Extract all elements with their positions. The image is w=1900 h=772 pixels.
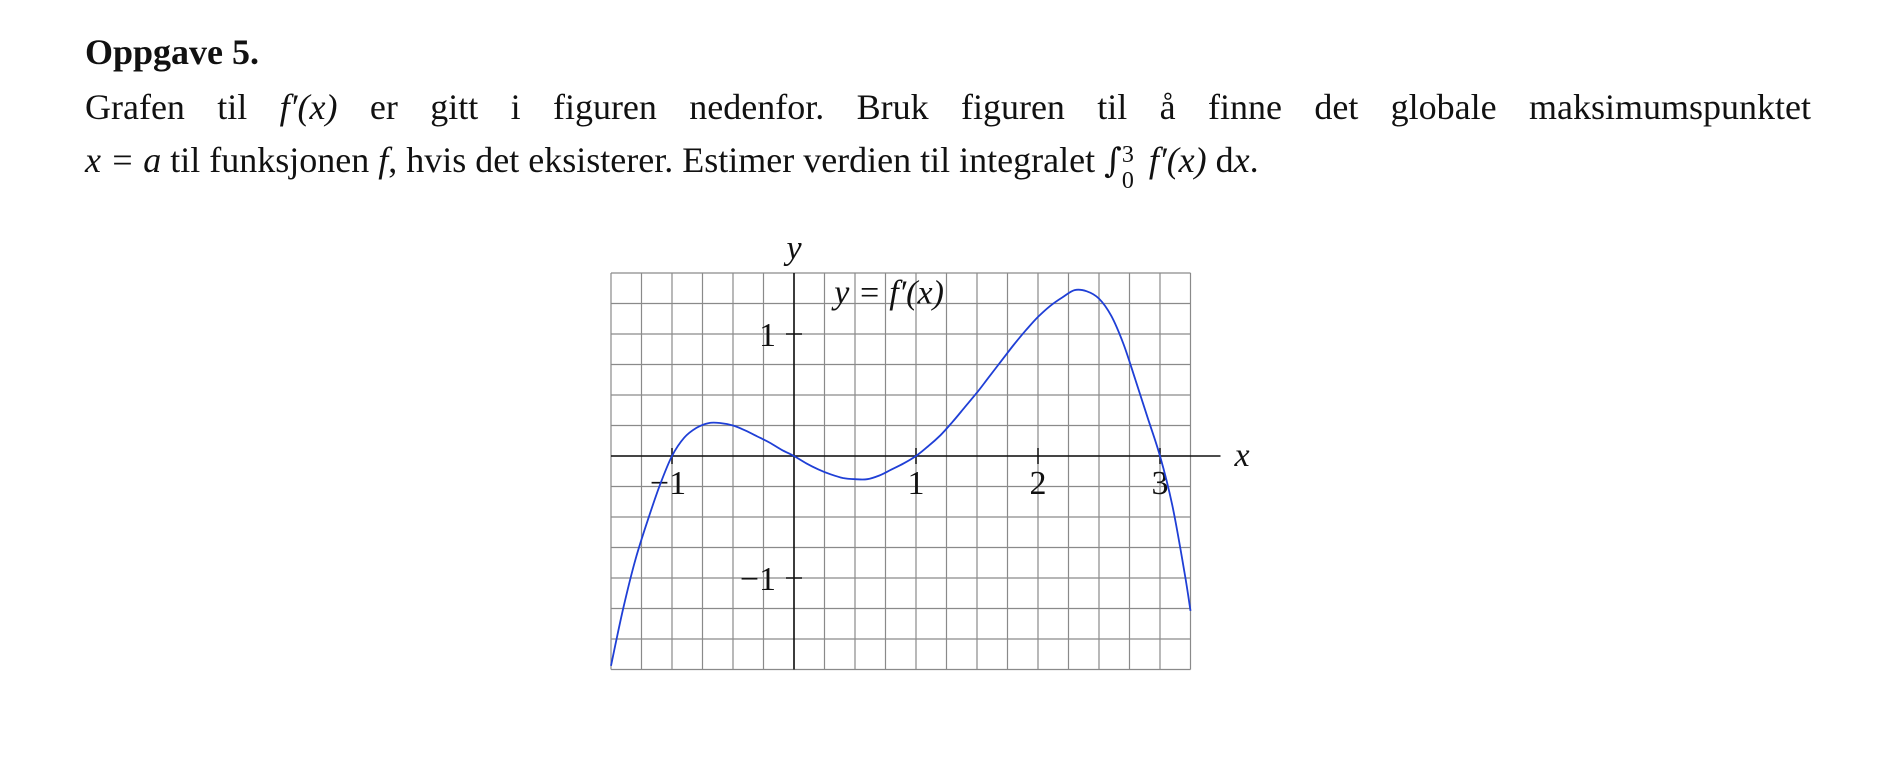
text-fragment: Grafen til bbox=[85, 87, 280, 127]
math-integrand: f′(x) bbox=[1148, 140, 1207, 180]
integral-upper-limit: 3 bbox=[1121, 142, 1134, 168]
text-fragment: til funksjonen bbox=[161, 140, 379, 180]
integral-sign: ∫ bbox=[1104, 141, 1122, 181]
x-axis-label: x bbox=[1234, 437, 1250, 474]
curve-layer bbox=[611, 290, 1191, 666]
math-fprime-x: f′(x) bbox=[279, 87, 338, 127]
labels bbox=[783, 230, 1249, 474]
grid bbox=[611, 273, 1191, 670]
math-dx-variable: x bbox=[1233, 140, 1250, 180]
y-axis-label: y bbox=[786, 230, 802, 267]
text-fragment: , hvis det eksisterer. Estimer verdien til integralet bbox=[388, 140, 1105, 180]
math-x-equals-a: x = a bbox=[85, 140, 162, 180]
text-fragment: . bbox=[1249, 140, 1259, 180]
y-tick-label: 1 bbox=[759, 317, 776, 354]
derivative-curve bbox=[611, 290, 1191, 666]
x-tick-label: −1 bbox=[649, 465, 687, 502]
x-tick-label: 3 bbox=[1151, 465, 1169, 502]
x-tick-label: 1 bbox=[907, 465, 925, 502]
x-tick-label: 2 bbox=[1029, 465, 1047, 502]
integral-lower-limit: 0 bbox=[1121, 168, 1134, 194]
ticks bbox=[650, 317, 1169, 598]
problem-heading: Oppgave 5. bbox=[85, 32, 260, 72]
y-tick-label: −1 bbox=[739, 561, 776, 598]
math-d: d bbox=[1215, 140, 1234, 180]
curve-label: y = f′(x) bbox=[834, 274, 944, 312]
math-f: f bbox=[378, 140, 389, 180]
text-fragment: er gitt i figuren nedenfor. Bruk figuren til å finne det globale maksimumspunktet bbox=[337, 87, 1812, 127]
